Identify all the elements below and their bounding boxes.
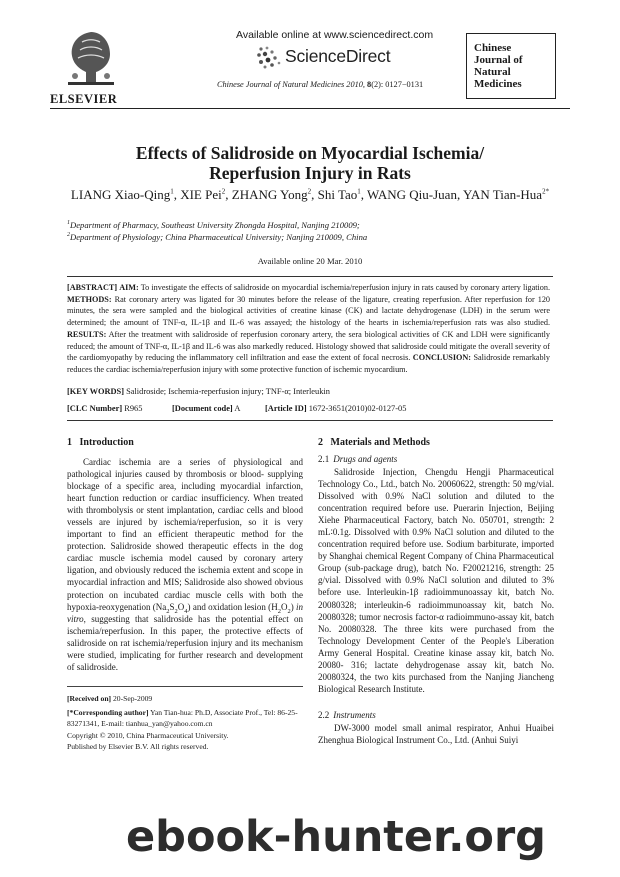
watermark: ebook-hunter.org bbox=[126, 812, 546, 862]
article-title-line-1: Effects of Salidroside on Myocardial Ischemia/ bbox=[135, 143, 485, 163]
abstract: [ABSTRACT] AIM: To investigate the effects of salidroside on myocardial ischemia/reperfusion injury in rats caused by coronary artery ligation. METHODS: Rat coronary artery was ligated for 30 minutes before the release of the ligature, creating reperfusion. After reperfusion for 120 minutes, the sera were sampled and the biological activities of creatine kinase (CK) and lactate dehydrogenase (LDH) in the serum were determined; the amount of TNF-α, IL-1β and IL-6 was assayed; the histology of the hearts in ischemia/reperfusion rats was also studied. RESULTS: After the treatment with salidroside of reperfusion coronary artery, the sera biological activities of CK and LDH were significantly reduced; the amount of TNF-α, IL-1β and IL-6 was also markedly reduced. Histology showed that salidroside could mitigate the overall severity of the cardiomyopathy by reducing the inflammatory cell infiltration and ease the extent of focal necrosis. CONCLUSION: Salidroside remarkably reduces the cardiac ischemia/reperfusion injury with some protective function of ischemic myocardium. bbox=[67, 283, 551, 374]
journal-citation bbox=[217, 80, 423, 89]
citation-volume: 8 bbox=[367, 80, 372, 89]
journal-name-line: Medicines bbox=[474, 78, 522, 90]
article-title-line-2: Reperfusion Injury in Rats bbox=[209, 163, 411, 183]
subsection-2-2-heading: 2.2 Instruments bbox=[318, 710, 376, 720]
footnote-received: [Received on] 20-Sep-2009 bbox=[67, 694, 153, 703]
citation-journal: Chinese Journal of Natural Medicines bbox=[217, 80, 345, 89]
author: Shi Tao$^1$, bbox=[317, 187, 368, 202]
author-list bbox=[0, 187, 620, 203]
journal-name bbox=[474, 42, 554, 90]
author: WANG Qiu-Juan, bbox=[367, 187, 463, 202]
affiliation-1: $^1$Department of Pharmacy, Southeast University Zhongda Hospital, Nanjing 210009; bbox=[67, 220, 360, 230]
footnote-rule bbox=[67, 686, 303, 687]
available-online-date: Available online 20 Mar. 2010 bbox=[257, 256, 363, 266]
author: LIANG Xiao-Qing$^1$, bbox=[70, 187, 181, 202]
elsevier-logo bbox=[52, 26, 130, 88]
elsevier-wordmark: ELSEVIER bbox=[50, 92, 118, 106]
journal-name-line: Journal of bbox=[474, 54, 523, 66]
sciencedirect-dots-icon bbox=[255, 45, 285, 69]
footnote-copyright: Copyright © 2010, China Pharmaceutical University. bbox=[67, 731, 229, 740]
sciencedirect-logo bbox=[255, 43, 405, 73]
header-rule bbox=[50, 108, 570, 109]
section-2-heading: 2 Materials and Methods bbox=[318, 437, 430, 448]
citation-pages: (2): 0127−0131 bbox=[371, 80, 424, 89]
author: XIE Pei$^2$, bbox=[180, 187, 232, 202]
section-1-heading: 1 Introduction bbox=[67, 437, 134, 448]
available-online-sciencedirect: Available online at www.sciencedirect.com bbox=[236, 29, 434, 41]
elsevier-tree-icon bbox=[60, 26, 122, 88]
journal-name-line: Chinese bbox=[474, 42, 512, 54]
subsection-2-1-heading: 2.1 Drugs and agents bbox=[318, 454, 398, 464]
footnote-corresponding-author: [*Corresponding author] Yan Tian-hua: Ph.D, Associate Prof., Tel: 86-25-83271341, E-mail: tianhua_yan@yahoo.com.cn bbox=[67, 708, 298, 729]
journal-name-line: Natural bbox=[474, 66, 511, 78]
drugs-and-agents-text: Salidroside Injection, Chengdu Hengji Pharmaceutical Technology Co., Ltd., batch No. 20060622, strength: 50 mg/vial. Dissolved with 0.9% NaCl solution and diluted to the concentration required before use. Puerarin Injection, Beijing Xiehe Pharmaceutical Factory, batch No. 050701, strength: 2 mL∶0.1g. Dissolved with 0.9% NaCl solution and diluted to the concentration required before use. Sodium barbiturate, imported by Shanghai chemical Regent Company of China Pharmaceutical Group (sub-package drug), batch No. F20021216, strength: 25 g/vial. Dissolved with 0.9% NaCl solution and diluted to 3% before use. Interleukin-1β radioimmunoassay kit, batch No. 20080328; interleukin-6 radioimmunoassay kit, batch No. 20080328; tumor necrosis factor-α radioimmuno-assay kit, batch No. 20080328. The three kits were purchased from the Technology Development Center of the People's Liberation Army General Hospital. Creatine kinase assay kit, batch No. 20080- 316; lactate dehydrogenase assay kit, batch No. 20080324, the two kits purchased from the Nanjing Jiancheng Biological Research Institute. bbox=[318, 467, 554, 694]
instruments-text: DW-3000 model small animal respirator, Anhui Huaibei Zhenghua Biological Instrument Co., Ltd. (Anhui Suiyi bbox=[318, 723, 554, 746]
introduction-text: Cardiac ischemia are a series of physiological and pathological injuries caused by thrombosis or blood- supplying blockage of a specific area, including myocardial infarction, heart function reduction or cardiac insufficiency. When treated with thrombolysis or stent implantation, cardiac cells and blood vessels are injured by ischemia/reperfusion, so it is very important to find an efficient therapeutic method for the protection. Salidroside showed therapeutic effects in the dog cardiac muscle ischemia model caused by coronary artery ligation, and obviously reduced the ischemia extent and scope in myocardial infraction and MIS; Salidroside also showed obvious protection on incubated cardiac muscle cells with both the hypoxia-reoxygenation $(Na_2S_2O_4)$ and oxidation lesion $(H_2O_2)$ in vitro, suggesting that salidroside has the potential effect on ischemia/reperfusion. In this paper, the protective effects of salidroside on rat ischemia/reperfusion injury and its mechanism were studied, implicating for further research and development of salidroside. bbox=[67, 457, 303, 672]
article-id: [Article ID] 1672-3651(2010)02-0127-05 bbox=[265, 404, 407, 413]
footnote-published: Published by Elsevier B.V. All rights reserved. bbox=[67, 742, 209, 751]
keywords: [KEY WORDS] Salidroside; Ischemia-reperfusion injury; TNF-α; Interleukin bbox=[67, 387, 330, 396]
document-code: [Document code] A bbox=[172, 404, 241, 413]
abstract-top-rule bbox=[67, 276, 553, 277]
clc-number: [CLC Number] R965 bbox=[67, 404, 143, 413]
author: YAN Tian-Hua$^{2*}$ bbox=[462, 187, 550, 202]
abstract-bottom-rule bbox=[67, 420, 553, 421]
citation-year: 2010, bbox=[346, 80, 365, 89]
author: ZHANG Yong$^2$, bbox=[231, 187, 318, 202]
sciencedirect-wordmark: ScienceDirect bbox=[285, 46, 391, 66]
affiliation-2: $^2$Department of Physiology; China Pharmaceutical University; Nanjing 210009, China bbox=[67, 232, 368, 242]
